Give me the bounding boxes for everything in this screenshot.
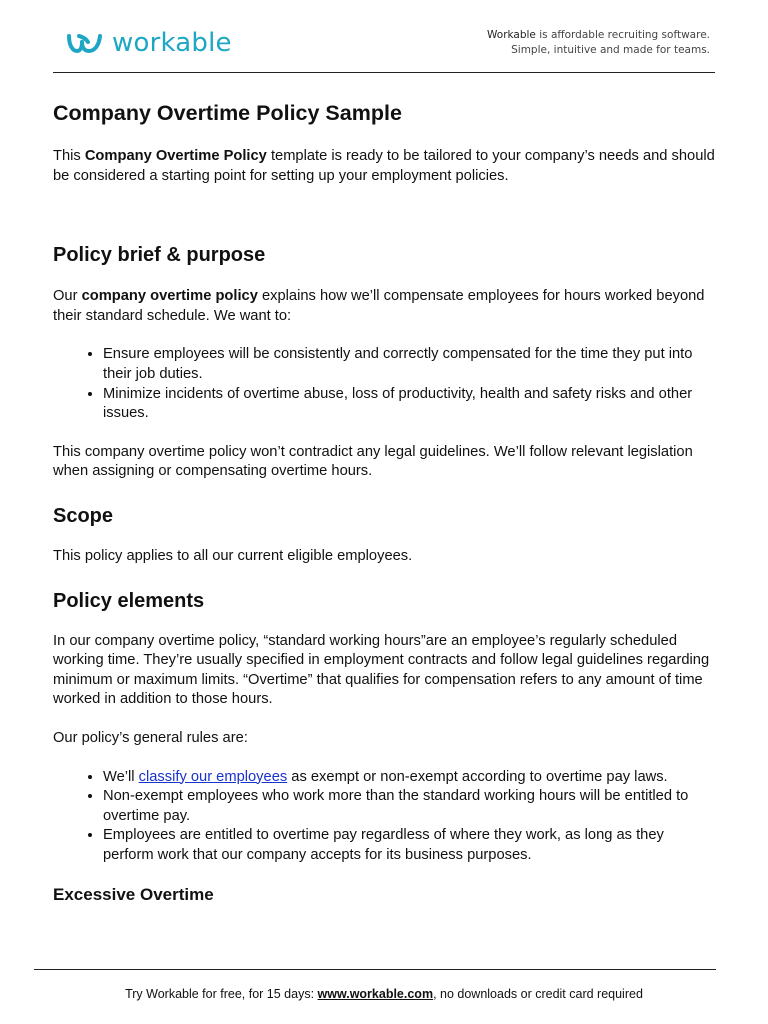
brief-text-post: explains how we’ll compensate employees for hours worked beyond their standard schedule. We want to: (53, 288, 705, 324)
workable-w-logo-icon (66, 30, 104, 56)
list-item: • Employees are entitled to overtime pay regardless of where they work, as long as they perform work that our company accepts for its business purposes. (103, 826, 718, 865)
brief-paragraph-1 (53, 287, 718, 326)
document-title: Company Overtime Policy Sample (53, 101, 402, 125)
list-item (103, 768, 718, 788)
rule-1-text-post: as exempt or non-exempt according to overtime pay laws. (287, 768, 668, 785)
list-item: • Minimize incidents of overtime abuse, loss of productivity, health and safety risks and other issues. (103, 385, 718, 424)
tagline-line-1 (487, 28, 710, 43)
section-heading-elements: Policy elements (53, 589, 205, 612)
tagline-line-2: Simple, intuitive and made for teams. (511, 44, 710, 56)
brief-bullet-list (53, 345, 718, 423)
elements-paragraph-1: In our company overtime policy, “standard working hours”are an employee’s regularly scheduled working time. They’re usually specified in employment contracts and follow legal guidelines regarding minimum or maximum limits. “Overtime” that qualifies for compensation refers to any amount of time worked in addition to those hours. (53, 632, 710, 708)
header-tagline (487, 28, 710, 58)
subheading-excessive-overtime: Excessive Overtime (53, 885, 214, 905)
footer-text-post: , no downloads or credit card required (433, 987, 643, 1001)
intro-text-bold: Company Overtime Policy (84, 148, 267, 164)
brief-text-bold: company overtime policy (81, 288, 258, 305)
header-divider (53, 72, 715, 73)
classify-employees-link[interactable]: classify our employees (138, 768, 288, 785)
footer-divider (34, 969, 716, 970)
intro-text-pre: This (53, 148, 85, 164)
list-item: • Ensure employees will be consistently and correctly compensated for the time they put into their job duties. (103, 345, 718, 384)
intro-text-post: template is ready to be tailored to your company’s needs and should be considered a starting point for setting up your employment policies. (53, 148, 715, 184)
list-item: • Non-exempt employees who work more than the standard working hours will be entitled to overtime pay. (103, 787, 718, 826)
rules-bullet-list (53, 768, 718, 866)
document-body (53, 98, 718, 907)
section-heading-brief: Policy brief & purpose (53, 244, 266, 267)
elements-paragraph-2: Our policy’s general rules are: (53, 729, 248, 746)
tagline-line-1-rest: is affordable recruiting software. (535, 29, 710, 41)
section-heading-scope: Scope (53, 504, 114, 527)
footer-text-pre: Try Workable for free, for 15 days: (125, 987, 318, 1001)
page-footer (0, 987, 768, 1001)
brief-paragraph-2: This company overtime policy won’t contradict any legal guidelines. We’ll follow relevant legislation when assigning or compensating overtime hours. (53, 443, 693, 480)
workable-website-link[interactable]: www.workable.com (317, 987, 434, 1001)
page-header (0, 0, 768, 74)
brief-text-pre: Our (53, 288, 82, 305)
intro-paragraph (53, 147, 718, 186)
scope-paragraph: This policy applies to all our current eligible employees. (53, 547, 413, 564)
rule-1-text-pre: We’ll (103, 768, 139, 785)
workable-logo[interactable] (66, 28, 232, 58)
logo-text: workable (112, 28, 232, 58)
tagline-brand: Workable (487, 29, 536, 41)
